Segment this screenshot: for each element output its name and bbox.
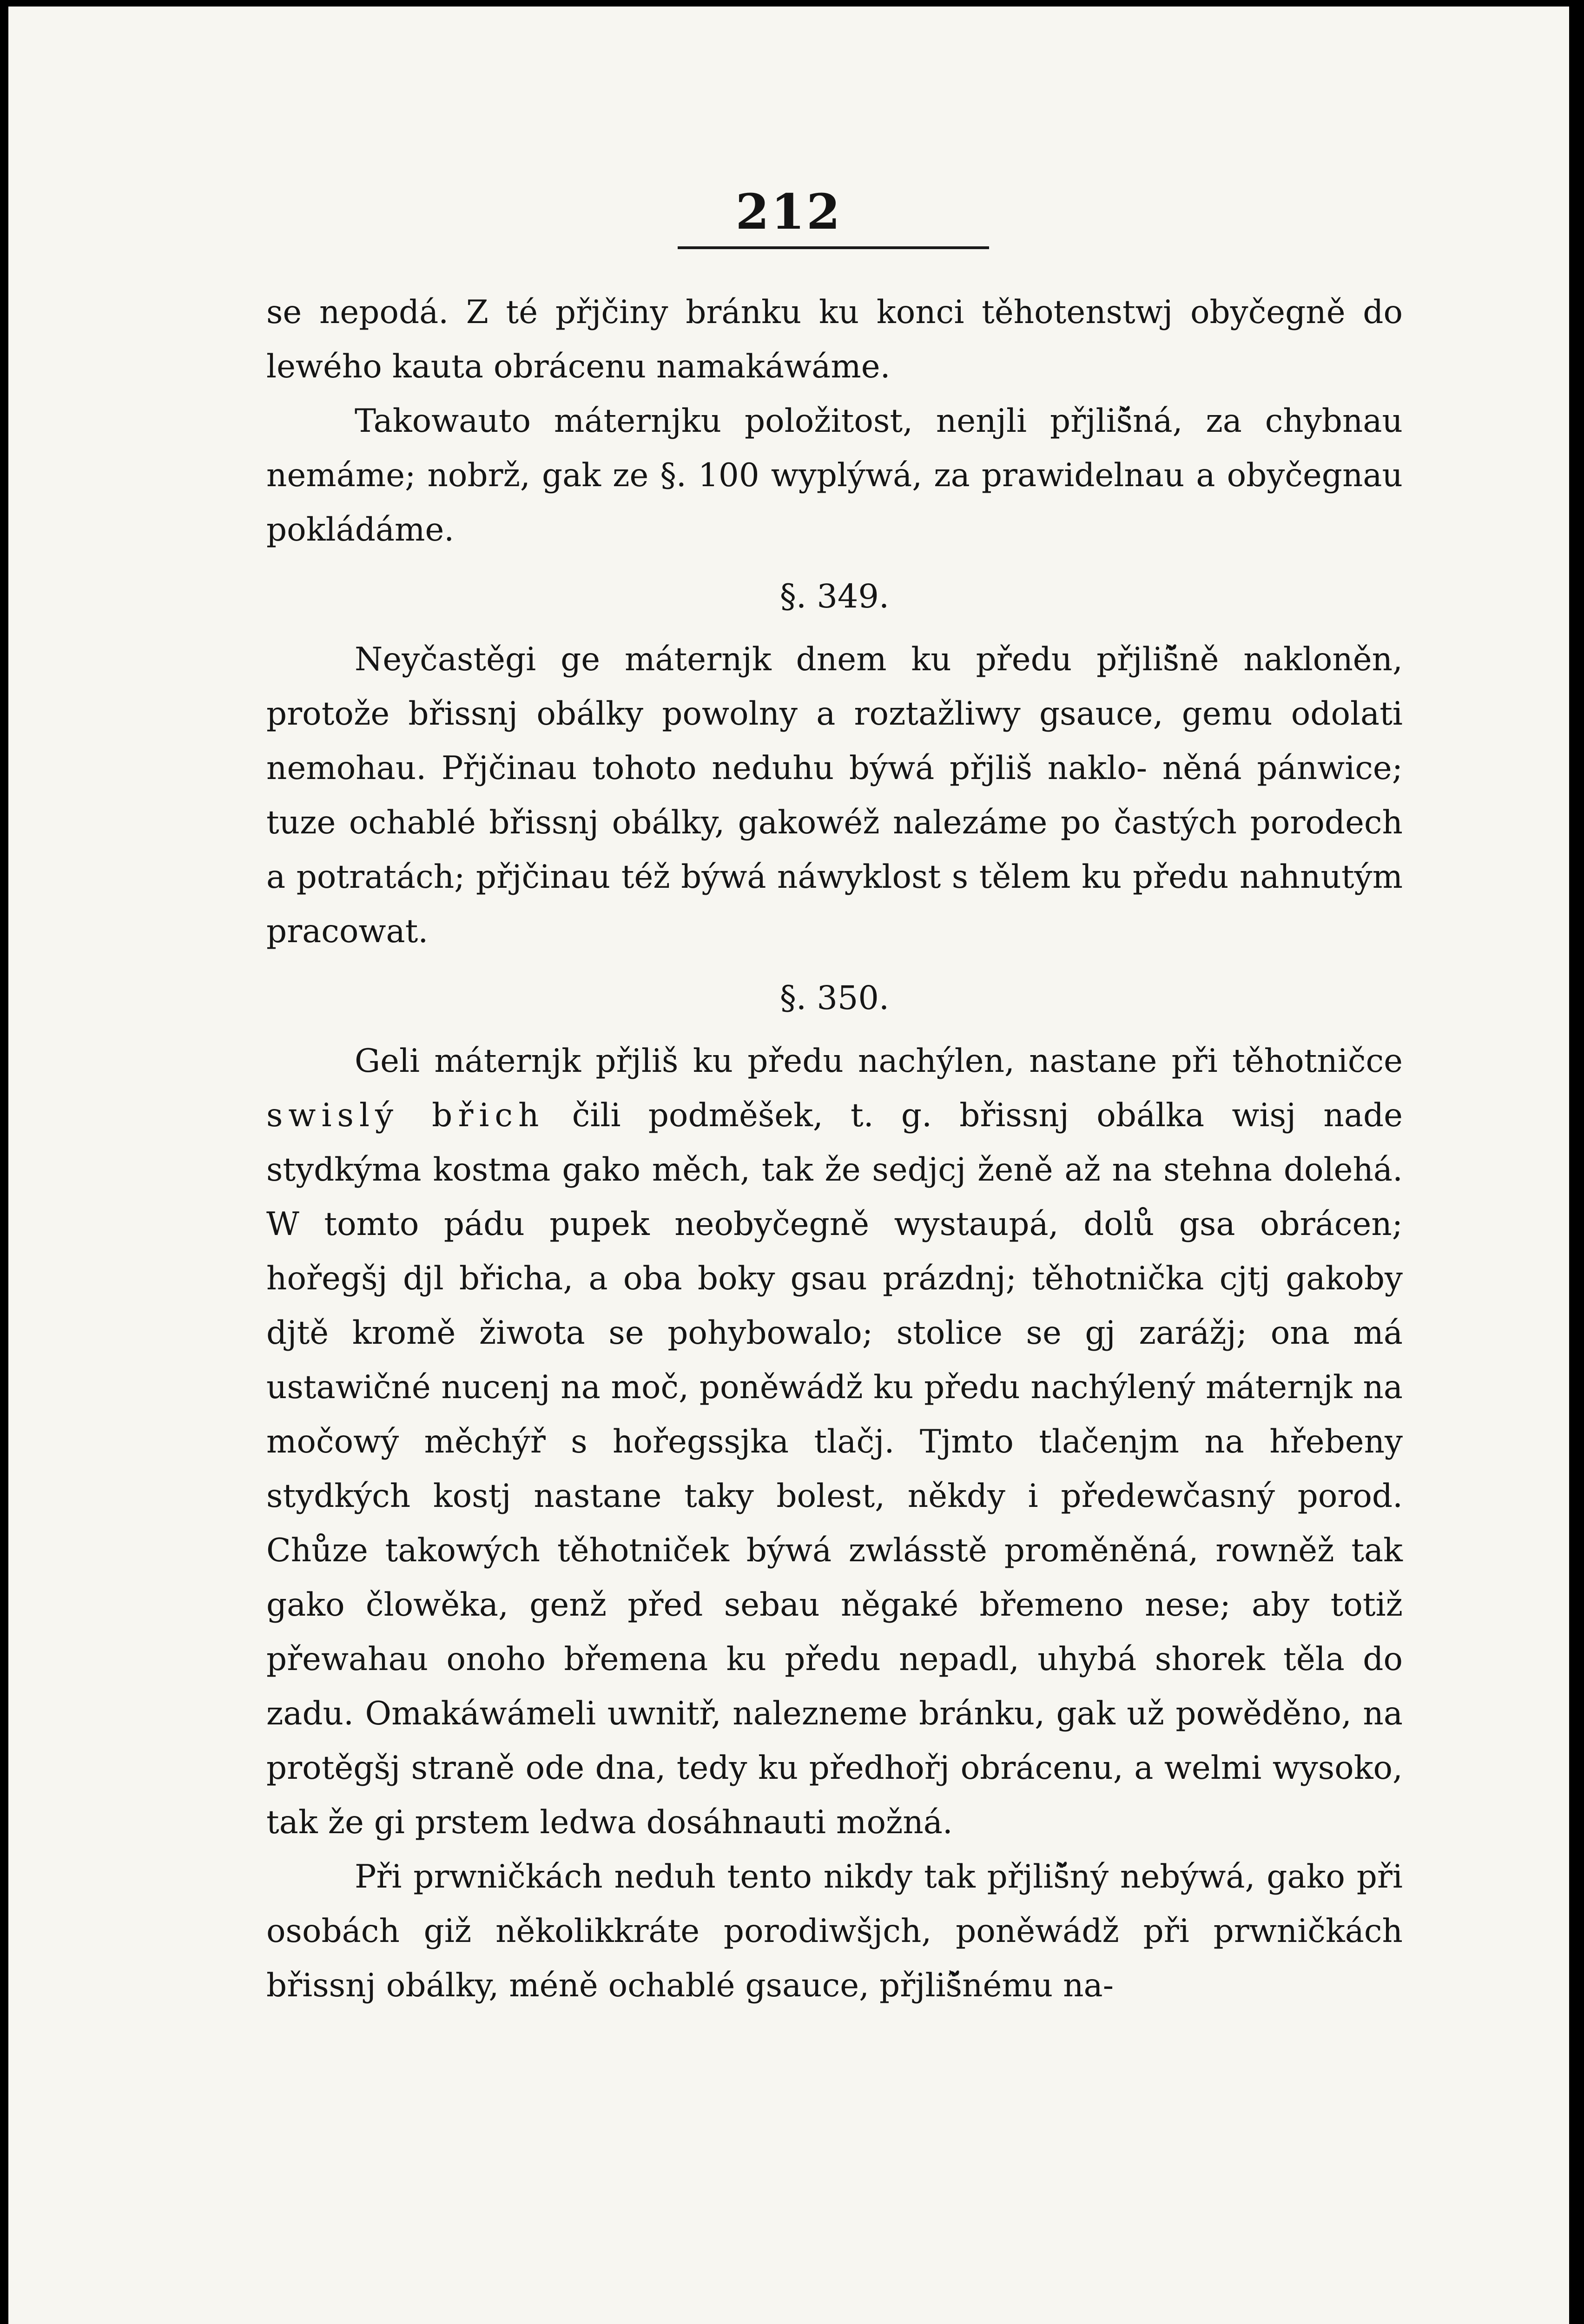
spaced-term: swislý břich (266, 1097, 545, 1134)
paragraph-closing: Při prwničkách neduh tento nikdy tak přjliš̃ný nebýwá, gako při osobách giž několikkráte porodiwšjch, poněwádž při prwničkách břissnj obálky, méně ochablé gsauce, přjliš̃nému na- (266, 1858, 1403, 2004)
paragraph-350 (266, 1034, 1403, 1850)
book-page (8, 7, 1569, 2324)
paragraph-349: Neyčastěgi ge máternjk dnem ku předu přjliš̃ně nakloněn, protože břissnj obálky powolny a roztažliwy gsauce, gemu odolati nemohau. Přjčinau tohoto neduhu býwá přjliš naklo- něná pánwice; tuze ochablé břissnj obálky, gakowéž nalezáme po častých porodech a potratách; přjčinau též býwá náwyklost s tělem ku předu nahnutým pracowat. (266, 641, 1403, 950)
paragraph-position: Takowauto máternjku položitost, nenjli přjliš̃ná, za chybnau nemáme; nobrž, gak ze §. 100 wyplýwá, za prawidelnau a obyčegnau pokládáme. (266, 403, 1403, 548)
paragraph-intro: se nepodá. Z té přjčiny bránku ku konci těhotenstwj obyčegně do lewého kauta obrácenu namakáwáme. (266, 294, 1403, 385)
page-number-rule (678, 246, 989, 249)
page-body (266, 285, 1403, 2013)
paragraph-350-rest: čili podměšek, t. g. břissnj obálka wisj nade stydkýma kostma gako měch, tak že sedjcj ženě až na stehna dolehá. W tomto pádu pupek neobyčegně wystaupá, dolů gsa obrácen; hořegšj djl břicha, a oba boky gsau prázdnj; těhotnička cjtj gakoby djtě kromě žiwota se pohybowalo; stolice se gj zarážj; ona má ustawičné nucenj na moč, poněwádž ku předu nachýlený máternjk na močowý měchýř s hořegssjka tlačj. Tjmto tlačenjm na hřebeny stydkých kostj nastane taky bolest, někdy i předewčasný porod. Chůze takowých těhotniček býwá zwlásstě proměněná, rowněž tak gako člowěka, genž před sebau něgaké břemeno nese; aby totiž přewahau onoho břemena ku předu nepadl, uhybá shorek těla do zadu. Omakáwámeli uwnitř, nalezneme bránku, gak už powěděno, na protěgšj straně ode dna, tedy ku předhořj obrácenu, a welmi wysoko, tak že gi prstem ledwa dosáhnauti možná. (266, 1097, 1403, 1841)
page-number: 212 (735, 183, 842, 240)
section-heading-350: §. 350. (779, 979, 890, 1017)
section-heading-349: §. 349. (779, 577, 890, 615)
paragraph-350-start: Geli máternjk přjliš ku předu nachýlen, nastane při těhotničce (355, 1043, 1403, 1080)
